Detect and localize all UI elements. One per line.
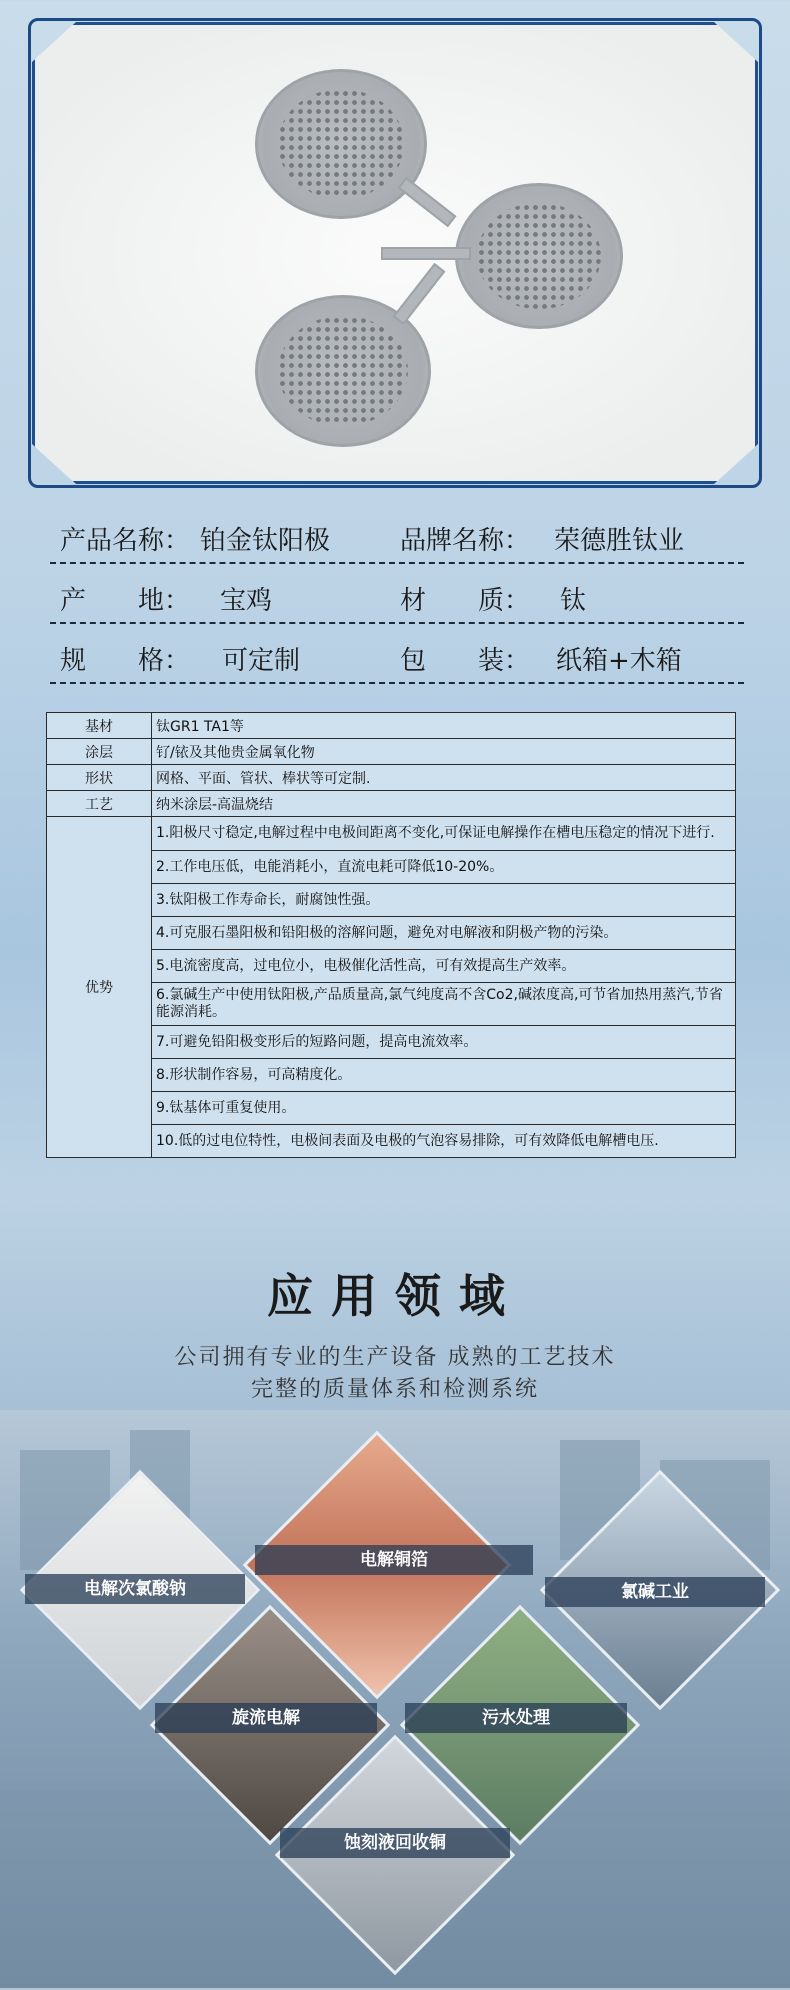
- info-label: 包 装：: [400, 646, 531, 676]
- info-label: 规 格：: [60, 646, 191, 676]
- tile-label: 污水处理: [405, 1703, 627, 1733]
- tile-label: 旋流电解: [155, 1703, 377, 1733]
- product-info: [50, 506, 744, 686]
- table-row: [47, 817, 736, 851]
- info-value: 宝鸡: [220, 586, 273, 616]
- info-label: 产 地：: [60, 586, 191, 616]
- info-value: 可定制: [222, 646, 301, 676]
- tile-label: 电解铜箔: [255, 1545, 533, 1575]
- anode-disc-1: [255, 69, 427, 219]
- table-row: [47, 765, 736, 791]
- anode-tab-1: [397, 177, 456, 227]
- spec-key: 形状: [47, 765, 152, 791]
- advantage-item: 5.电流密度高，过电位小，电极催化活性高，可有效提高生产效率。: [152, 950, 736, 983]
- application-subtitle-1: 公司拥有专业的生产设备 成熟的工艺技术: [174, 1345, 616, 1370]
- application-title: 应用领域: [267, 1269, 523, 1323]
- advantage-item: 2.工作电压低，电能消耗小，直流电耗可降低10-20%。: [152, 851, 736, 884]
- info-label: 品牌名称：: [400, 526, 531, 556]
- advantage-item: 7.可避免铅阳极变形后的短路问题，提高电流效率。: [152, 1026, 736, 1059]
- advantage-item: 9.钛基体可重复使用。: [152, 1092, 736, 1125]
- advantage-item: 1.阳极尺寸稳定,电解过程中电极间距离不变化,可保证电解操作在槽电压稳定的情况下进行.: [152, 817, 736, 851]
- spec-value: 纳米涂层-高温烧结: [152, 791, 736, 817]
- info-row-origin: [50, 566, 744, 626]
- table-row: [47, 739, 736, 765]
- info-value: 钛: [560, 586, 587, 616]
- anode-tab-2: [381, 247, 471, 260]
- info-row-name: [50, 506, 744, 566]
- info-label: 材 质：: [400, 586, 531, 616]
- advantage-key: 优势: [47, 817, 152, 1158]
- info-value: 纸箱+木箱: [556, 646, 682, 676]
- product-photo: [35, 25, 755, 481]
- spec-value: 网格、平面、管状、棒状等可定制.: [152, 765, 736, 791]
- info-value: 铂金钛阳极: [200, 526, 331, 556]
- spec-value: 钛GR1 TA1等: [152, 713, 736, 739]
- spec-table: [46, 712, 736, 1158]
- advantage-item: 10.低的过电位特性，电极间表面及电极的气泡容易排除，可有效降低电解槽电压.: [152, 1125, 736, 1158]
- info-value: 荣德胜钛业: [554, 526, 685, 556]
- spec-key: 基材: [47, 713, 152, 739]
- advantage-item: 4.可克服石墨阳极和铅阳极的溶解问题，避免对电解液和阴极产物的污染。: [152, 917, 736, 950]
- product-photo-frame: [32, 22, 758, 484]
- spec-key: 涂层: [47, 739, 152, 765]
- info-label: 产品名称：: [60, 526, 191, 556]
- advantage-item: 3.钛阳极工作寿命长，耐腐蚀性强。: [152, 884, 736, 917]
- tile-label: 氯碱工业: [545, 1577, 765, 1607]
- spec-value: 钌/铱及其他贵金属氧化物: [152, 739, 736, 765]
- anode-disc-2: [455, 183, 623, 329]
- tile-label: 电解次氯酸钠: [25, 1574, 245, 1604]
- info-row-spec: [50, 626, 744, 686]
- table-row: [47, 791, 736, 817]
- tile-label: 蚀刻液回收铜: [280, 1828, 510, 1858]
- spec-key: 工艺: [47, 791, 152, 817]
- table-row: [47, 713, 736, 739]
- application-subtitle-2: 完整的质量体系和检测系统: [250, 1377, 539, 1402]
- anode-tab-3: [393, 263, 446, 325]
- advantage-item: 8.形状制作容易，可高精度化。: [152, 1059, 736, 1092]
- advantage-item: 6.氯碱生产中使用钛阳极,产品质量高,氯气纯度高不含Co2,碱浓度高,可节省加热用蒸汽,节省能源消耗。: [152, 983, 736, 1026]
